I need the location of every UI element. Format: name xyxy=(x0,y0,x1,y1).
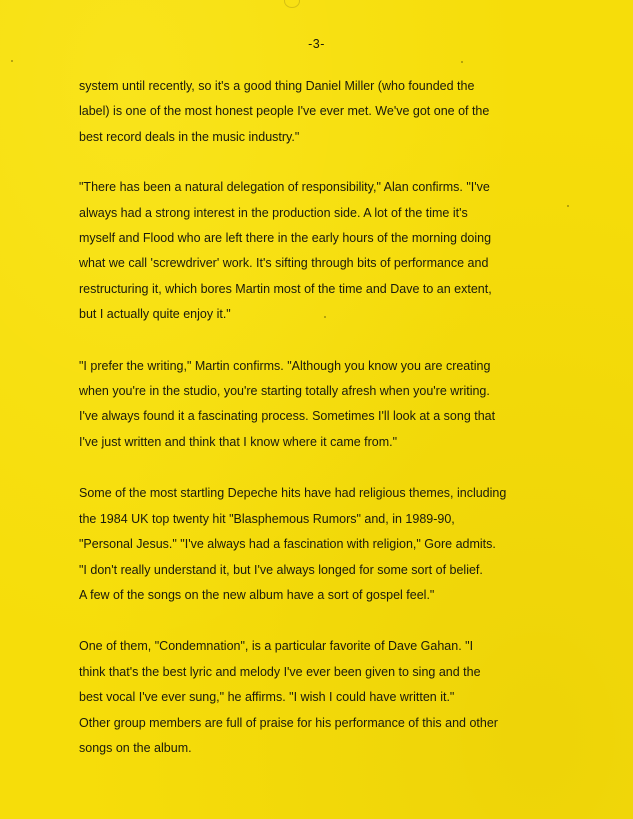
text-line: best record deals in the music industry." xyxy=(79,129,300,144)
text-line: label) is one of the most honest people I've ever met. We've got one of the xyxy=(79,104,490,119)
text-line: I've always found it a fascinating process. Sometimes I'll look at a song that xyxy=(79,409,496,424)
text-line: songs on the album. xyxy=(79,740,192,755)
text-line: "I don't really understand it, but I've always longed for some sort of belief. xyxy=(79,562,483,577)
text-line: A few of the songs on the new album have a sort of gospel feel." xyxy=(79,587,435,602)
text-line: restructuring it, which bores Martin most of the time and Dave to an extent, xyxy=(79,281,492,296)
text-line: One of them, "Condemnation", is a particular favorite of Dave Gahan. "I xyxy=(79,639,474,654)
paper-speck xyxy=(567,205,569,207)
text-line: "Personal Jesus." "I've always had a fascination with religion," Gore admits. xyxy=(79,537,496,552)
text-line: "I prefer the writing," Martin confirms. "Although you know you are creating xyxy=(79,358,491,373)
text-line: I've just written and think that I know where it came from." xyxy=(79,434,398,449)
paragraph-5 xyxy=(79,634,549,761)
paragraph-2 xyxy=(79,175,549,327)
page-number: -3- xyxy=(308,37,325,51)
text-line: always had a strong interest in the production side. A lot of the time it's xyxy=(79,205,468,220)
paper-speck xyxy=(11,60,13,62)
paragraph-1 xyxy=(79,74,549,150)
text-line: myself and Flood who are left there in the early hours of the morning doing xyxy=(79,231,492,246)
body-text xyxy=(79,74,549,761)
text-line: when you're in the studio, you're starting totally afresh when you're writing. xyxy=(79,384,490,399)
paragraph-3 xyxy=(79,354,549,456)
text-line: think that's the best lyric and melody I've ever been given to sing and the xyxy=(79,664,481,679)
text-line: but I actually quite enjoy it." xyxy=(79,307,231,322)
text-line: best vocal I've ever sung," he affirms. "I wish I could have written it." xyxy=(79,690,455,705)
text-line: "There has been a natural delegation of responsibility," Alan confirms. "I've xyxy=(79,180,490,195)
paper-speck xyxy=(461,61,463,63)
text-line: what we call 'screwdriver' work. It's sifting through bits of performance and xyxy=(79,256,489,271)
text-line: system until recently, so it's a good thing Daniel Miller (who founded the xyxy=(79,79,475,93)
text-line: Some of the most startling Depeche hits have had religious themes, including xyxy=(79,486,507,501)
punch-hole-mark xyxy=(284,0,300,8)
paragraph-4 xyxy=(79,481,549,608)
text-line: the 1984 UK top twenty hit "Blasphemous Rumors" and, in 1989-90, xyxy=(79,511,455,526)
paper-speck xyxy=(324,316,326,318)
text-line: Other group members are full of praise for his performance of this and other xyxy=(79,715,498,730)
